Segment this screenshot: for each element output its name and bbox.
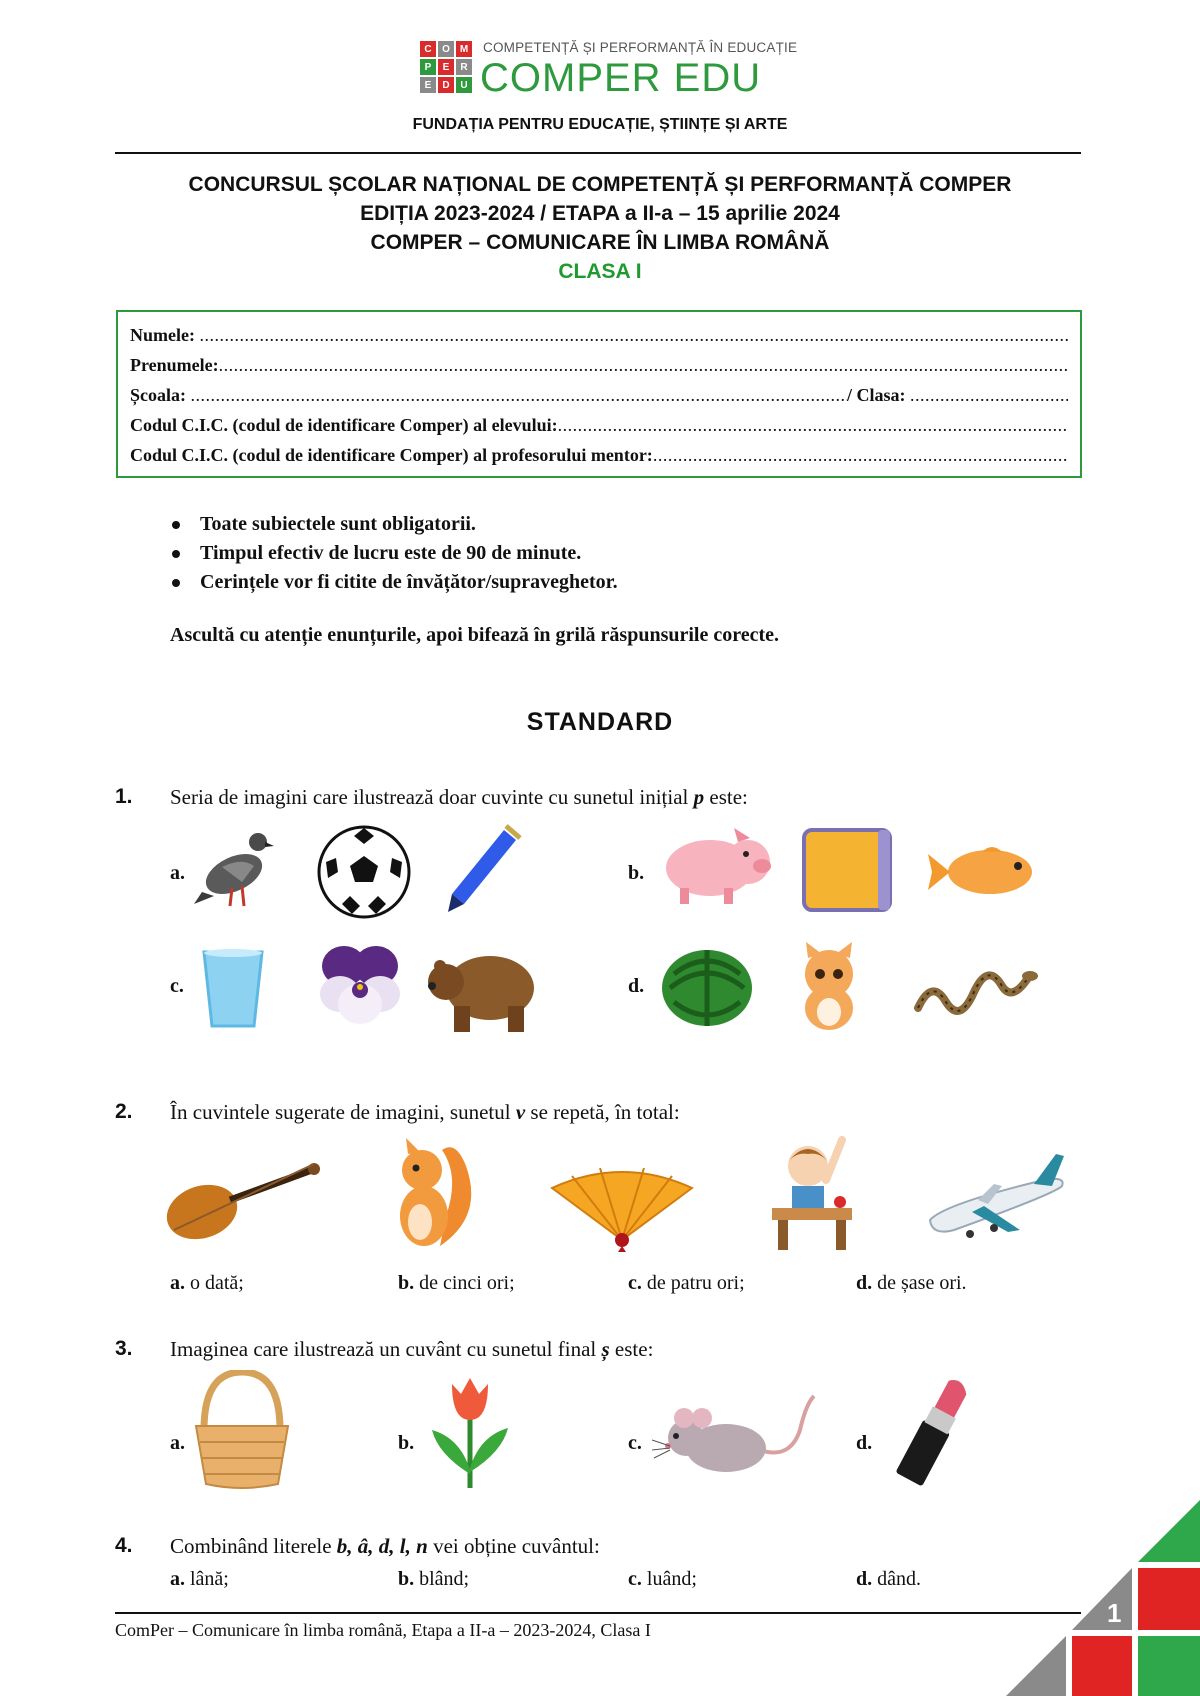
teacher-code-label: Codul C.I.C. (codul de identificare Comper) al profesorului mentor: (130, 445, 653, 465)
q4-option-a[interactable] (170, 1568, 229, 1591)
q3-text (170, 1337, 653, 1362)
q4-option-c[interactable] (628, 1568, 697, 1591)
section-title: STANDARD (526, 708, 674, 736)
q2-number: 2. (115, 1100, 133, 1123)
q4-option-text: luând; (641, 1568, 697, 1590)
logo-cell: R (455, 58, 473, 76)
dots (199, 320, 1068, 350)
q4-option-letter: c. (628, 1568, 642, 1590)
q2-option-text: o dată; (185, 1272, 244, 1294)
q4-text-b: vei obține cuvântul: (427, 1534, 600, 1558)
school-field[interactable] (130, 380, 1068, 410)
instruction: Ascultă cu atenție enunțurile, apoi bifează în grilă răspunsurile corecte. (170, 624, 780, 646)
q2-text-b: se repetă, în total: (525, 1100, 680, 1124)
logo-cell: U (455, 76, 473, 94)
q4-option-b[interactable] (398, 1568, 469, 1591)
q4-text-a: Combinând literele (170, 1534, 337, 1558)
tulip-icon (430, 1374, 510, 1490)
class-label: / Clasa: (847, 385, 906, 405)
name-field[interactable] (130, 320, 1068, 350)
logo-name: COMPER EDU (480, 56, 762, 100)
q4-option-text: blând; (414, 1568, 470, 1590)
foundation-name: FUNDAȚIA PENTRU EDUCAȚIE, ȘTIINȚE ȘI ARTE (412, 116, 788, 133)
dots (653, 440, 1068, 470)
q4-option-text: lână; (185, 1568, 229, 1590)
q2-option-b[interactable] (398, 1272, 515, 1295)
glass-icon (200, 948, 266, 1032)
q2-option-letter: c. (628, 1272, 642, 1294)
airplane-icon (924, 1150, 1072, 1250)
rule-item: Timpul efectiv de lucru este de 90 de minute. (170, 539, 618, 568)
q1-option-b[interactable]: b. (628, 862, 645, 884)
logo-tagline: COMPETENȚĂ ȘI PERFORMANȚĂ ÎN EDUCAȚIE (483, 40, 798, 55)
q1-option-d[interactable]: d. (628, 975, 645, 997)
logo-mark (419, 40, 473, 94)
snake-icon (912, 958, 1040, 1018)
pencil-case-icon (800, 826, 896, 914)
fish-icon (926, 842, 1044, 902)
q2-option-a[interactable] (170, 1272, 244, 1295)
q4-option-letter: b. (398, 1568, 415, 1590)
logo-cell: O (437, 40, 455, 58)
logo-cell: M (455, 40, 473, 58)
q3-sound: ș (601, 1337, 610, 1361)
q1-option-c[interactable]: c. (170, 975, 184, 997)
q3-option-b[interactable]: b. (398, 1432, 415, 1454)
page-number: 1 (1107, 1598, 1122, 1628)
mouse-icon (650, 1390, 816, 1480)
logo-cell: C (419, 40, 437, 58)
q1-text-a: Seria de imagini care ilustrează doar cuvinte cu sunetul inițial (170, 785, 694, 809)
q1-option-a[interactable]: a. (170, 862, 185, 884)
watermelon-icon (660, 948, 754, 1028)
rules-list (170, 510, 618, 597)
class-line: CLASA I (558, 260, 642, 283)
dots (191, 380, 848, 410)
q4-letters: b, â, d, l, n (336, 1534, 428, 1558)
q1-text-b: este: (704, 785, 748, 809)
q4-option-letter: d. (856, 1568, 873, 1590)
teacher-code-field[interactable] (130, 440, 1068, 470)
surname-field[interactable] (130, 350, 1068, 380)
dots (910, 380, 1068, 410)
q3-option-d[interactable]: d. (856, 1432, 873, 1454)
name-label: Numele: (130, 325, 195, 345)
lipstick-icon (890, 1370, 980, 1490)
q3-text-b: este: (609, 1337, 654, 1361)
q2-text-a: În cuvintele sugerate de imagini, sunetul (170, 1100, 516, 1124)
footer-text: ComPer – Comunicare în limba română, Etapa a II-a – 2023-2024, Clasa I (115, 1620, 651, 1640)
footer-divider (115, 1612, 1081, 1614)
logo-cell: E (437, 58, 455, 76)
q4-option-letter: a. (170, 1568, 185, 1590)
logo-cell: P (419, 58, 437, 76)
q2-text (170, 1100, 680, 1125)
header-divider (115, 152, 1081, 154)
kitten-icon (792, 942, 866, 1032)
pansy-flower-icon (318, 940, 402, 1026)
q3-text-a: Imaginea care ilustrează un cuvânt cu sunetul final (170, 1337, 602, 1361)
corner-decoration (1000, 1500, 1200, 1696)
q4-text (170, 1534, 600, 1559)
q2-sound: v (515, 1100, 526, 1124)
subject-line: COMPER – COMUNICARE ÎN LIMBA ROMÂNĂ (370, 231, 830, 254)
q4-option-text: dând. (872, 1568, 922, 1590)
q2-option-text: de patru ori; (641, 1272, 745, 1294)
dots (558, 410, 1068, 440)
pigeon-icon (192, 822, 282, 914)
q3-option-a[interactable]: a. (170, 1432, 185, 1454)
q2-option-letter: a. (170, 1272, 185, 1294)
q4-number: 4. (115, 1534, 133, 1557)
logo-cell: E (419, 76, 437, 94)
soccer-ball-icon (316, 824, 412, 920)
q1-text (170, 785, 748, 810)
q2-option-text: de cinci ori; (414, 1272, 515, 1294)
violin-icon (164, 1160, 322, 1248)
q2-option-letter: d. (856, 1272, 873, 1294)
rule-item: Cerințele vor fi citite de învățător/supraveghetor. (170, 568, 618, 597)
contest-title: CONCURSUL ȘCOLAR NAȚIONAL DE COMPETENȚĂ ȘI PERFORMANȚĂ COMPER (188, 173, 1012, 196)
student-code-field[interactable] (130, 410, 1068, 440)
student-info-box (116, 310, 1082, 478)
q1-number: 1. (115, 785, 133, 808)
q1-sound: p (693, 785, 705, 809)
q2-option-text: de șase ori. (872, 1272, 967, 1294)
rule-item: Toate subiectele sunt obligatorii. (170, 510, 618, 539)
logo-cell: D (437, 76, 455, 94)
fan-icon (550, 1168, 694, 1252)
q3-number: 3. (115, 1337, 133, 1360)
q4-option-d[interactable] (856, 1568, 921, 1591)
edition-line: EDIȚIA 2023-2024 / ETAPA a II-a – 15 aprilie 2024 (360, 202, 840, 225)
squirrel-icon (390, 1136, 478, 1250)
pen-icon (444, 824, 522, 914)
pig-icon (658, 824, 776, 908)
school-label: Școala: (130, 385, 186, 405)
bear-icon (424, 942, 538, 1034)
q3-option-c[interactable]: c. (628, 1432, 642, 1454)
q2-option-d[interactable] (856, 1272, 967, 1295)
student-code-label: Codul C.I.C. (codul de identificare Comper) al elevului: (130, 415, 558, 435)
q2-option-letter: b. (398, 1272, 415, 1294)
surname-label: Prenumele: (130, 355, 219, 375)
basket-icon (192, 1370, 292, 1490)
schoolboy-icon (768, 1136, 858, 1256)
dots (219, 350, 1068, 380)
q2-option-c[interactable] (628, 1272, 745, 1295)
